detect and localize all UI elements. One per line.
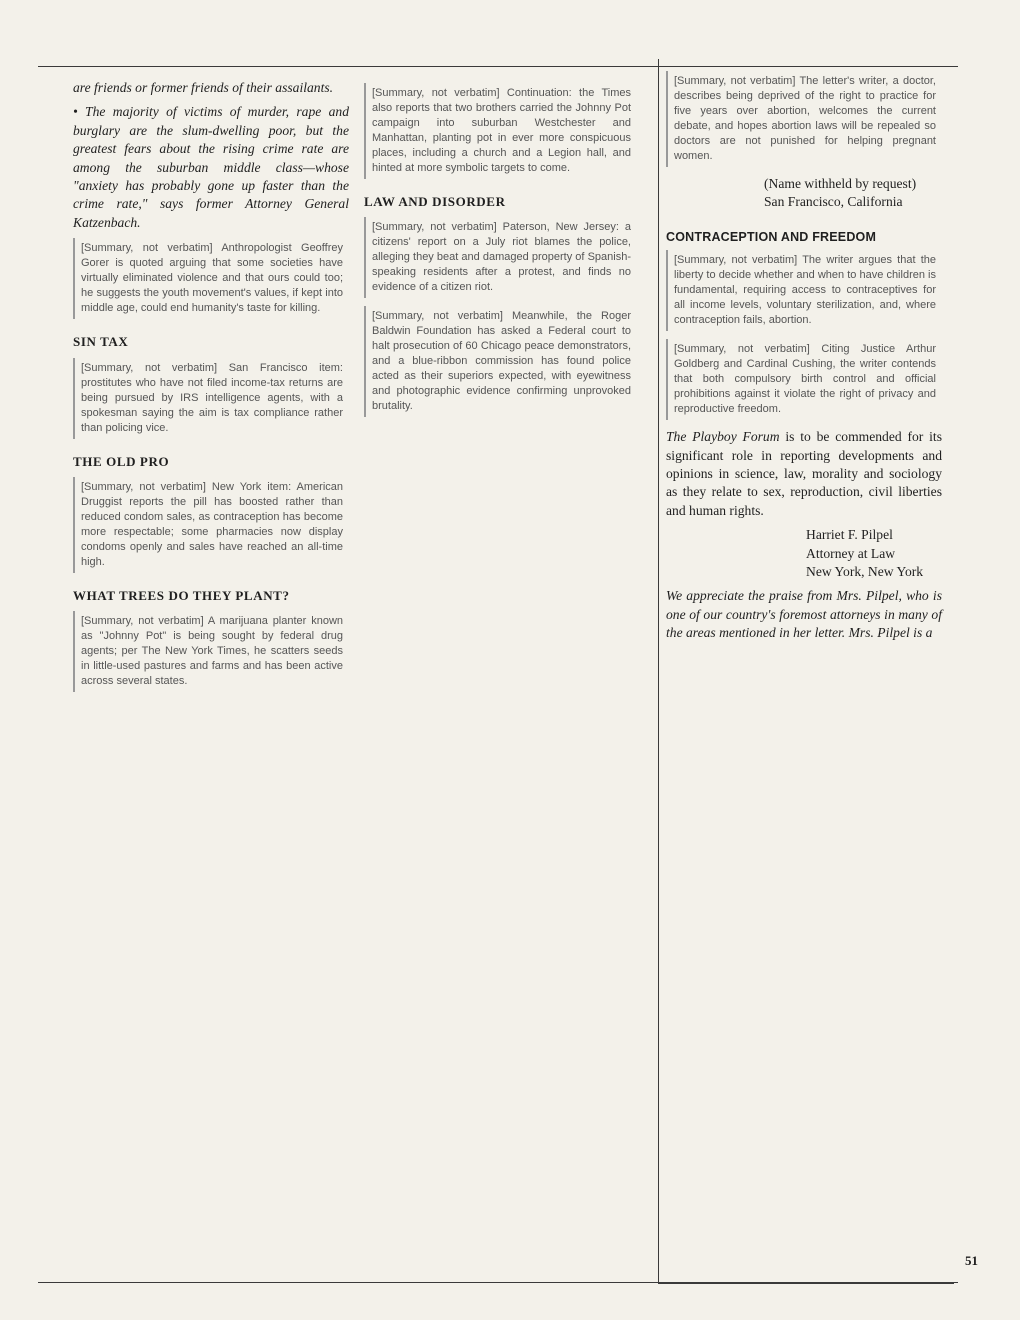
signature-block xyxy=(764,175,942,212)
summary-note: [Summary, not verbatim] New York item: American Druggist reports the pill has boosted rather than reduced condom sales, as contraception has become more respectable; some pharmacies now display condoms openly and sales have reached an all-time high. xyxy=(73,477,349,573)
signature-line: Attorney at Law xyxy=(806,545,896,561)
signature-block xyxy=(806,526,942,581)
publication-name: The Playboy Forum xyxy=(666,429,780,445)
section-heading: LAW AND DISORDER xyxy=(364,194,506,209)
page-number: 51 xyxy=(965,1253,978,1268)
summary-note: [Summary, not verbatim] Anthropologist Geoffrey Gorer is quoted arguing that some societies have virtually eliminated violence and that ours could too; he suggests the youth movement's values, if kept into middle age, could end humanity's taste for killing. xyxy=(73,238,349,319)
paragraph: are friends or former friends of their assailants. xyxy=(73,80,334,95)
editor-reply: We appreciate the praise from Mrs. Pilpel, who is one of our country's foremost attorneys in many of the areas mentioned in her letter. Mrs. Pilpel is a xyxy=(666,588,942,641)
summary-note: [Summary, not verbatim] The writer argues that the liberty to decide whether and when to have children is fundamental, requiring access to contraceptives for all income levels, voluntary sterilization, and, where contraception fails, abortion. xyxy=(666,250,942,331)
section-heading: WHAT TREES DO THEY PLANT? xyxy=(73,588,290,604)
paragraph xyxy=(666,428,942,520)
summary-note: [Summary, not verbatim] The letter's writer, a doctor, describes being deprived of the right to practice for five years over abortion, welcomes the current debate, and hopes abortion laws will be repealed so doctors are not punished for helping pregnant women. xyxy=(666,71,942,167)
section-heading: CONTRACEPTION AND FREEDOM xyxy=(666,229,877,244)
summary-note: [Summary, not verbatim] A marijuana planter known as "Johnny Pot" is being sought by federal drug agents; per The New York Times, he scatters seeds in little-used pastures and farms and has been active across several states. xyxy=(73,611,349,692)
right-column xyxy=(666,67,942,649)
magazine-page xyxy=(38,66,958,1283)
summary-note: [Summary, not verbatim] Paterson, New Jersey: a citizens' report on a July riot blames the police, alleging they beat and damaged property of Spanish-speaking residents after a protest, and finds no evidence of a citizen riot. xyxy=(364,217,637,298)
summary-note: [Summary, not verbatim] Citing Justice Arthur Goldberg and Cardinal Cushing, the writer contends that both compulsory birth control and official prohibitions against it violate the right of privacy and reproductive freedom. xyxy=(666,339,942,420)
summary-note: [Summary, not verbatim] Meanwhile, the Roger Baldwin Foundation has asked a Federal court to halt prosecution of 60 Chicago peace demonstrators, and a blue-ribbon commission has found police acted as their superiors expected, with eyewitness and photographic evidence confirming unprovoked brutality. xyxy=(364,306,637,417)
signature-line: San Francisco, California xyxy=(764,194,903,210)
summary-note: [Summary, not verbatim] San Francisco item: prostitutes who have not filed income-tax returns are being pursued by IRS intelligence agents, with a spokesman saying the aim is tax compliance rather than policing vice. xyxy=(73,358,349,439)
paragraph-text: is to be commended for its significant role in reporting developments and opinions in science, law, morality and sociology as they relate to sex, reproduction, civil liberties and human rights. xyxy=(666,429,942,518)
column-divider xyxy=(658,59,659,1284)
summary-note: [Summary, not verbatim] Continuation: the Times also reports that two brothers carried the Johnny Pot campaign into suburban Westchester and Manhattan, planting pot in ever more conspicuous places, including a church and a Legion hall, and hinted at more symbolic targets to come. xyxy=(364,83,637,179)
section-heading: THE OLD PRO xyxy=(73,453,170,469)
signature-line: Harriet F. Pilpel xyxy=(806,527,893,543)
paragraph: • The majority of victims of murder, rape and burglary are the slum-dwelling poor, but the greatest fears about the rising crime rate are among the suburban middle class—whose "anxiety has probably gone up faster than the crime rate," says former Attorney General Katzenbach. xyxy=(73,104,349,230)
left-column xyxy=(73,79,349,700)
signature-line: (Name withheld by request) xyxy=(764,176,917,191)
signature-line: New York, New York xyxy=(806,564,924,580)
section-heading: SIN TAX xyxy=(73,334,129,350)
middle-column xyxy=(364,79,637,425)
column-bottom-rule xyxy=(658,1283,954,1284)
